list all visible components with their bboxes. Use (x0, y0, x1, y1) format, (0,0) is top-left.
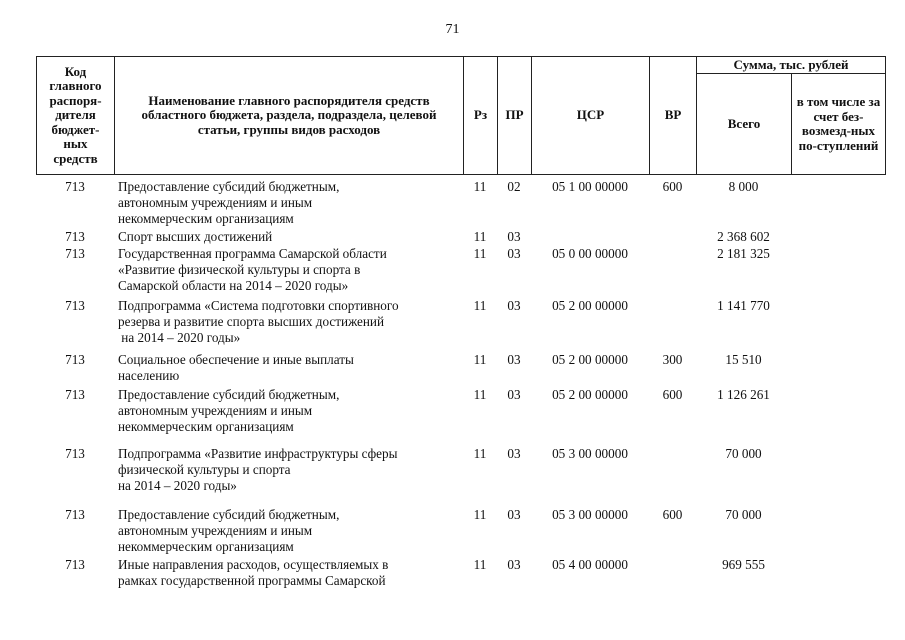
cell-pr: 02 (507, 179, 521, 194)
cell-name-line: некоммерческим организациям (118, 538, 294, 554)
cell-name-line: Самарской области на 2014 – 2020 годы» (118, 277, 349, 293)
cell-name (118, 507, 463, 554)
cell-name-line: некоммерческим организациям (118, 210, 294, 226)
cell-name-line: автономным учреждениям и иным (118, 522, 313, 538)
cell-name-line: Предоставление субсидий бюджетным, (118, 507, 340, 522)
cell-name-line: населению (118, 367, 180, 383)
cell-name-line: Государственная программа Самарской области (118, 246, 387, 261)
cell-vr: 600 (662, 387, 683, 402)
cell-name-line: Спорт высших достижений (118, 229, 273, 244)
cell-csr: 05 3 00 00000 (552, 446, 628, 461)
cell-rz: 11 (473, 298, 487, 313)
cell-csr: 05 4 00 00000 (552, 557, 628, 572)
cell-pr: 03 (507, 352, 521, 367)
cell-total: 969 555 (722, 557, 765, 572)
cell-csr: 05 2 00 00000 (552, 352, 628, 367)
cell-csr: 05 2 00 00000 (552, 387, 628, 402)
page-number: 71 (445, 22, 460, 37)
header-name: Наименование главного распорядителя средств областного бюджета, раздела, подраздела, целевой статьи, группы видов расходов (141, 92, 437, 137)
cell-total: 15 510 (725, 352, 762, 367)
cell-total: 2 368 602 (717, 229, 770, 244)
cell-name (118, 298, 463, 345)
cell-total: 70 000 (725, 507, 762, 522)
cell-rz: 11 (473, 507, 487, 522)
cell-name-line: на 2014 – 2020 годы» (118, 477, 237, 493)
header-grant: в том числе за счет без-возмезд-ных по-ступлений (796, 94, 881, 153)
cell-rz: 11 (473, 557, 487, 572)
header-total: Всего (727, 115, 761, 131)
cell-csr: 05 0 00 00000 (552, 246, 628, 261)
cell-vr: 600 (662, 507, 683, 522)
cell-name (118, 246, 463, 293)
cell-total: 1 126 261 (717, 387, 770, 402)
cell-name-line: автономным учреждениям и иным (118, 402, 313, 418)
cell-total: 70 000 (725, 446, 762, 461)
cell-name (118, 179, 463, 226)
cell-name-line: на 2014 – 2020 годы» (118, 329, 241, 345)
cell-pr: 03 (507, 387, 521, 402)
cell-total: 2 181 325 (717, 246, 770, 261)
header-code: Код главного распоря-дителя бюджет-ных средств (49, 63, 102, 166)
cell-name-line: резерва и развитие спорта высших достижений (118, 313, 385, 329)
cell-name-line: Предоставление субсидий бюджетным, (118, 387, 340, 402)
cell-csr: 05 1 00 00000 (552, 179, 628, 194)
cell-code: 713 (65, 298, 85, 313)
cell-name (118, 557, 463, 589)
cell-code: 713 (65, 246, 85, 261)
header-vr: ВР (664, 107, 682, 123)
cell-rz: 11 (473, 246, 487, 261)
cell-pr: 03 (507, 229, 521, 244)
cell-name-line: автономным учреждениям и иным (118, 194, 313, 210)
cell-name (118, 352, 463, 384)
cell-rz: 11 (473, 352, 487, 367)
header-sum-group: Сумма, тыс. рублей (733, 56, 849, 72)
header-rz: Рз (473, 107, 488, 123)
cell-name (118, 387, 463, 434)
cell-vr: 600 (662, 179, 683, 194)
cell-pr: 03 (507, 246, 521, 261)
cell-rz: 11 (473, 446, 487, 461)
cell-pr: 03 (507, 446, 521, 461)
header-pr: ПР (505, 107, 524, 123)
cell-name-line: Социальное обеспечение и иные выплаты (118, 352, 354, 367)
cell-name (118, 446, 463, 493)
cell-rz: 11 (473, 179, 487, 194)
cell-code: 713 (65, 507, 85, 522)
cell-name-line: физической культуры и спорта (118, 461, 291, 477)
cell-code: 713 (65, 387, 85, 402)
cell-pr: 03 (507, 298, 521, 313)
cell-name-line: Иные направления расходов, осуществляемых в (118, 557, 389, 572)
cell-total: 1 141 770 (717, 298, 770, 313)
cell-code: 713 (65, 352, 85, 367)
cell-code: 713 (65, 557, 85, 572)
cell-code: 713 (65, 229, 85, 244)
cell-csr: 05 2 00 00000 (552, 298, 628, 313)
cell-rz: 11 (473, 229, 487, 244)
cell-name (118, 229, 463, 245)
cell-total: 8 000 (728, 179, 759, 194)
cell-name-line: рамках государственной программы Самарской (118, 572, 386, 588)
cell-csr: 05 3 00 00000 (552, 507, 628, 522)
cell-pr: 03 (507, 557, 521, 572)
cell-code: 713 (65, 446, 85, 461)
cell-rz: 11 (473, 387, 487, 402)
cell-name-line: «Развитие физической культуры и спорта в (118, 261, 361, 277)
cell-name-line: некоммерческим организациям (118, 418, 294, 434)
cell-pr: 03 (507, 507, 521, 522)
cell-code: 713 (65, 179, 85, 194)
cell-name-line: Подпрограмма «Система подготовки спортивного (118, 298, 399, 313)
cell-vr: 300 (662, 352, 683, 367)
cell-name-line: Предоставление субсидий бюджетным, (118, 179, 340, 194)
header-csr: ЦСР (576, 107, 605, 123)
cell-name-line: Подпрограмма «Развитие инфраструктуры сферы (118, 446, 398, 461)
